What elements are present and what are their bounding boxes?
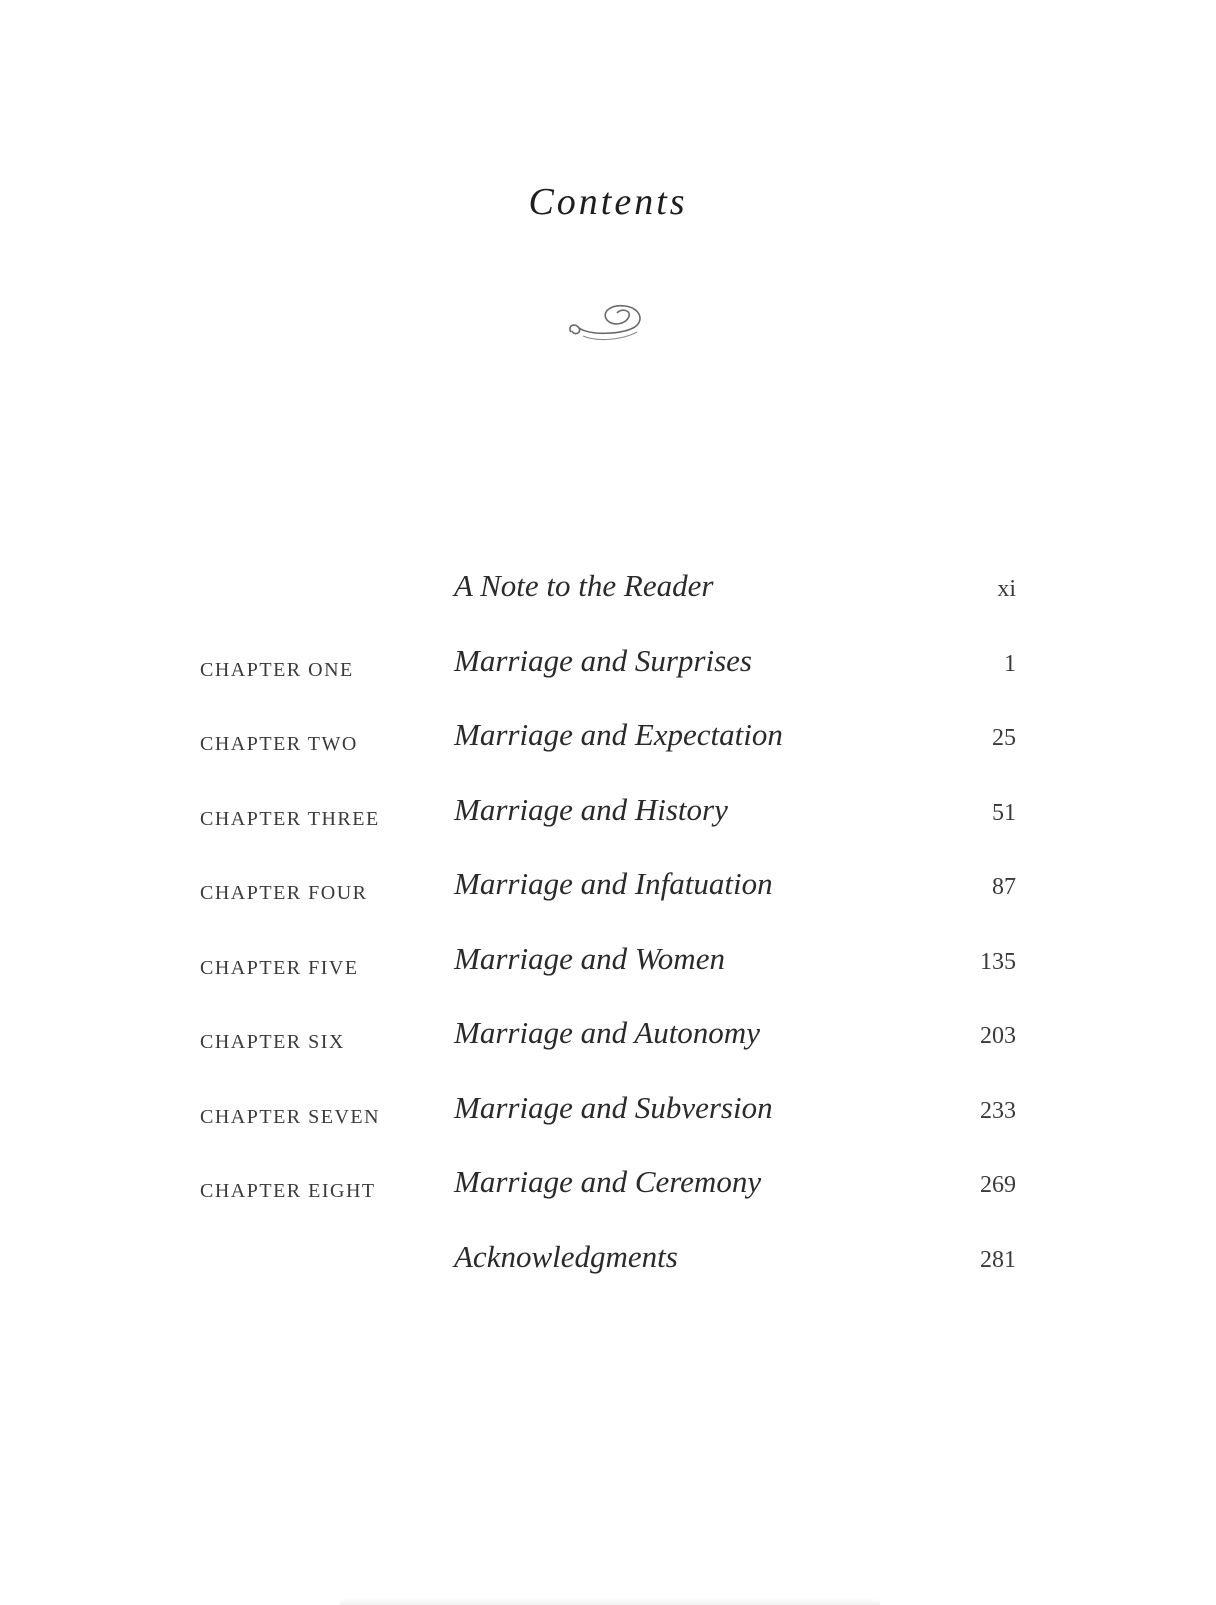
toc-entry-note[interactable] [0,568,1216,643]
entry-title: Marriage and History [454,791,728,827]
toc-entry-chapter-six[interactable] [0,1015,1216,1090]
entry-title: Marriage and Infatuation [454,866,773,901]
toc-entry-chapter-one[interactable] [0,643,1216,718]
entry-title: Marriage and Women [454,940,725,976]
entry-title: Marriage and Expectation [454,717,783,752]
chapter-label: CHAPTER ONE [200,658,354,681]
chapter-label: CHAPTER SIX [200,1031,345,1053]
entry-title: Marriage and Surprises [454,642,752,678]
toc-entry-chapter-four[interactable] [0,866,1216,941]
page-edge-shadow [340,1598,880,1605]
table-of-contents [0,568,1216,1313]
chapter-label: CHAPTER TWO [200,733,358,755]
chapter-label: CHAPTER SEVEN [200,1105,381,1128]
page-number: 1 [1004,650,1016,677]
chapter-label: CHAPTER FOUR [200,882,368,904]
toc-entry-chapter-seven[interactable] [0,1090,1216,1165]
toc-entry-acknowledgments[interactable] [0,1239,1216,1314]
chapter-label: CHAPTER EIGHT [200,1180,376,1202]
entry-title: Marriage and Ceremony [454,1164,762,1199]
chapter-label: CHAPTER FIVE [200,956,359,979]
page-number: 135 [980,948,1016,975]
entry-title: Marriage and Subversion [454,1089,773,1125]
entry-title: A Note to the Reader [454,568,714,603]
flourish-icon [563,296,655,348]
entry-title: Marriage and Autonomy [454,1015,760,1050]
page-number: 269 [980,1172,1016,1198]
toc-entry-chapter-two[interactable] [0,717,1216,792]
entry-title: Acknowledgments [454,1238,678,1274]
page-number: 281 [980,1246,1016,1273]
page-number: 203 [980,1023,1016,1049]
toc-entry-chapter-eight[interactable] [0,1164,1216,1239]
page-title: Contents [528,181,688,223]
toc-entry-chapter-five[interactable] [0,941,1216,1016]
chapter-label: CHAPTER THREE [200,807,380,830]
page-number: 25 [992,725,1016,751]
page-number: 233 [980,1097,1016,1124]
page-number: 87 [992,874,1016,900]
toc-entry-chapter-three[interactable] [0,792,1216,867]
page-number: 51 [992,799,1016,826]
page-number: xi [997,576,1016,602]
